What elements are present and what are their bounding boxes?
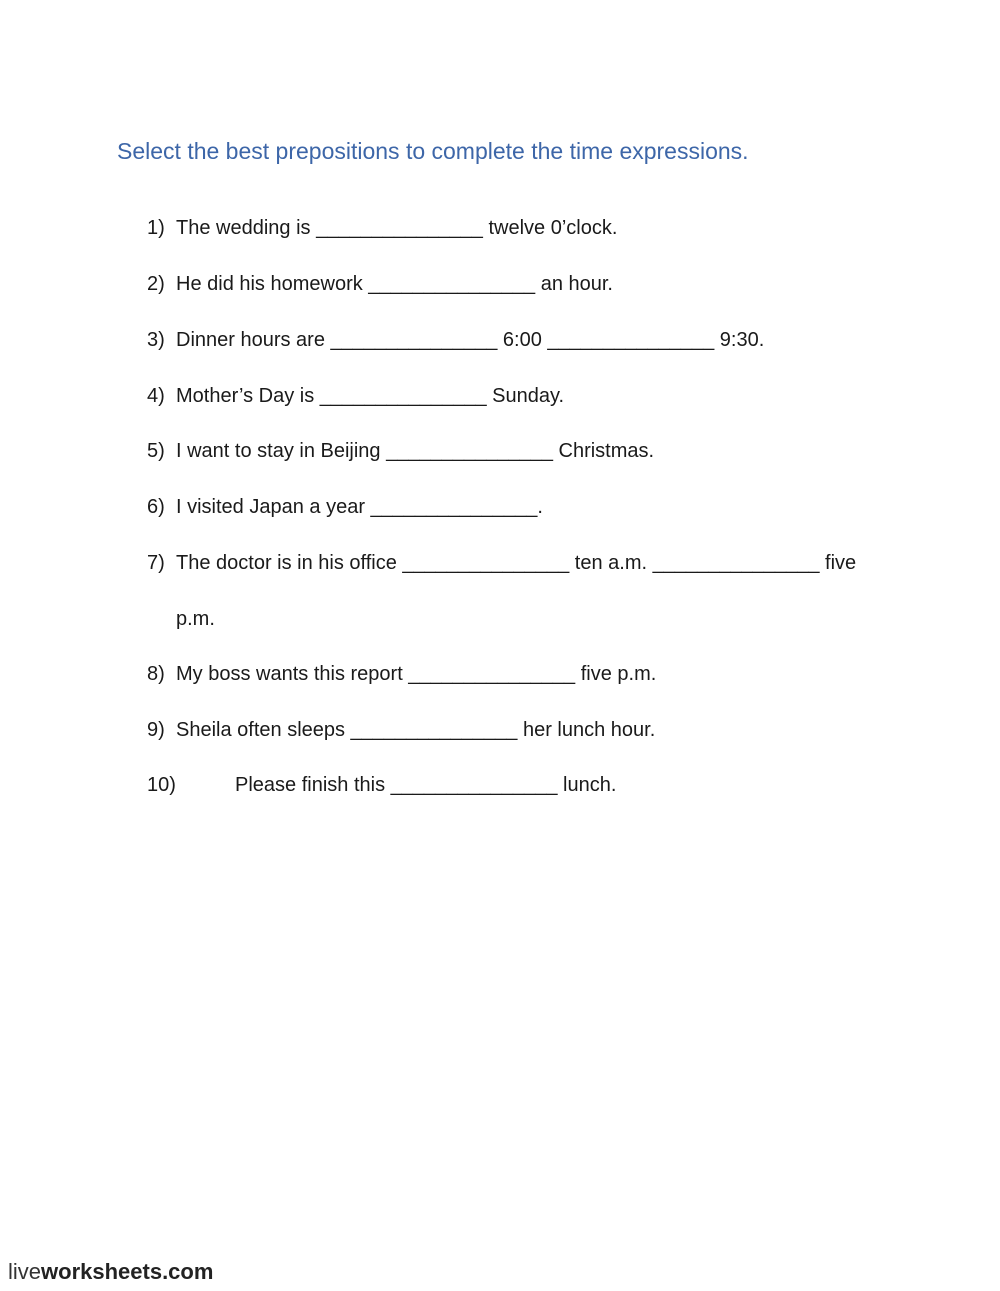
question-number: 6) bbox=[147, 496, 165, 518]
question-text: He did his homework _______________ an hour. bbox=[176, 273, 613, 295]
liveworksheets-logo bbox=[8, 1259, 213, 1285]
question-text: Sheila often sleeps _______________ her lunch hour. bbox=[176, 719, 656, 741]
question-item-7 bbox=[147, 550, 856, 632]
question-item-6 bbox=[147, 494, 543, 520]
question-number: 4) bbox=[147, 385, 165, 407]
logo-brand-text: worksheets.com bbox=[41, 1259, 214, 1284]
question-number: 3) bbox=[147, 329, 165, 351]
question-text: Dinner hours are _______________ 6:00 _______________ 9:30. bbox=[176, 329, 765, 351]
question-text: I want to stay in Beijing _______________ Christmas. bbox=[176, 440, 655, 462]
question-text: I visited Japan a year _______________. bbox=[176, 496, 543, 518]
question-number: 8) bbox=[147, 663, 165, 685]
question-item-5 bbox=[147, 438, 654, 464]
question-number: 7) bbox=[147, 552, 165, 574]
question-item-9 bbox=[147, 717, 655, 743]
question-number: 9) bbox=[147, 719, 165, 741]
question-text: My boss wants this report _______________ five p.m. bbox=[176, 663, 657, 685]
question-number: 10) bbox=[147, 774, 176, 796]
instruction-heading: Select the best prepositions to complete the time expressions. bbox=[117, 138, 749, 164]
logo-live-text: live bbox=[8, 1259, 42, 1284]
question-item-8 bbox=[147, 661, 656, 687]
question-number: 5) bbox=[147, 440, 165, 462]
question-item-2 bbox=[147, 271, 613, 297]
question-text: Please finish this _______________ lunch. bbox=[235, 774, 617, 796]
question-text: The wedding is _______________ twelve 0’clock. bbox=[176, 217, 618, 239]
question-text: Mother’s Day is _______________ Sunday. bbox=[176, 385, 565, 407]
question-item-4 bbox=[147, 383, 564, 409]
question-item-1 bbox=[147, 215, 617, 241]
question-item-3 bbox=[147, 327, 764, 353]
question-number: 2) bbox=[147, 273, 165, 295]
question-item-10 bbox=[147, 772, 616, 798]
question-number: 1) bbox=[147, 217, 165, 239]
question-text: The doctor is in his office _______________ ten a.m. _______________ five bbox=[176, 552, 857, 574]
question-continuation: p.m. bbox=[176, 608, 215, 630]
